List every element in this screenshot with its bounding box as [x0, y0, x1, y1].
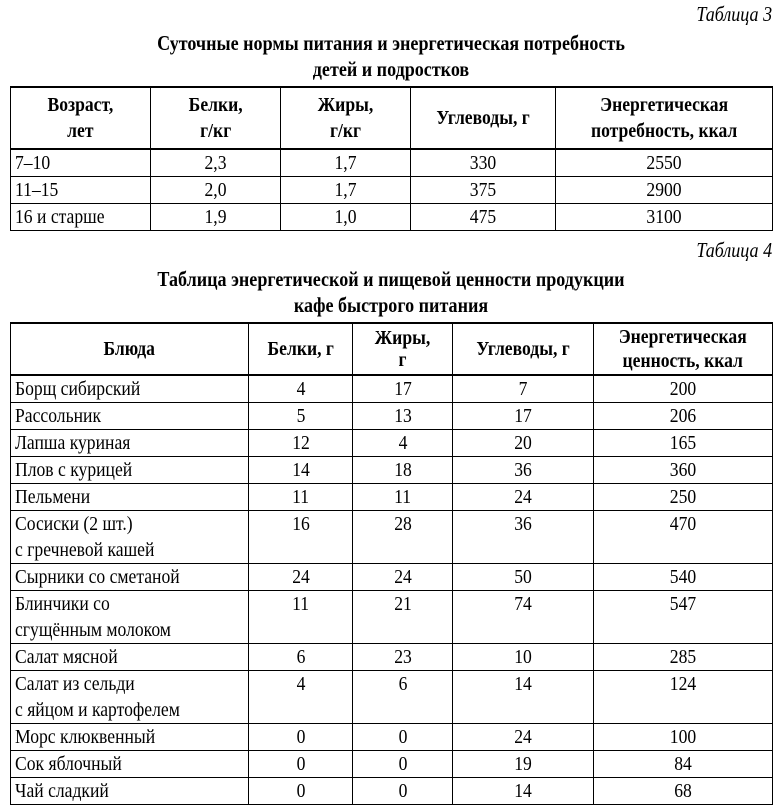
value-cell: 0 — [249, 724, 353, 751]
value-cell: 11 — [249, 484, 353, 511]
value-cell: 360 — [594, 457, 773, 484]
age-group-cell: 16 и старше — [11, 204, 151, 231]
table3-header-fat: Жиры, г/кг — [281, 87, 411, 149]
value-cell: 250 — [594, 484, 773, 511]
value-cell: 68 — [594, 778, 773, 805]
value-cell: 36 — [453, 457, 594, 484]
dish-name-cell: Блинчики со сгущённым молоком — [11, 591, 249, 644]
table-row — [11, 403, 773, 430]
value-cell: 24 — [453, 724, 594, 751]
value-cell: 24 — [353, 564, 453, 591]
value-cell: 470 — [594, 511, 773, 564]
value-cell: 2550 — [556, 149, 773, 177]
dish-name-cell: Рассольник — [11, 403, 249, 430]
table-row — [11, 644, 773, 671]
table-row — [11, 778, 773, 805]
dish-name-cell: Морс клюквенный — [11, 724, 249, 751]
dish-name-cell: Сок яблочный — [11, 751, 249, 778]
value-cell: 475 — [411, 204, 556, 231]
table4-title-line2: кафе быстрого питания — [293, 293, 489, 317]
table-row — [11, 511, 773, 564]
dish-name-cell: Салат мясной — [11, 644, 249, 671]
table4-header-fat: Жиры, г — [353, 323, 453, 375]
value-cell: 19 — [453, 751, 594, 778]
dish-name-cell: Лапша куриная — [11, 430, 249, 457]
value-cell: 3100 — [556, 204, 773, 231]
table-row — [11, 564, 773, 591]
value-cell: 4 — [249, 375, 353, 403]
table3-title-line1: Суточные нормы питания и энергетическая потребность — [157, 31, 625, 55]
value-cell: 0 — [353, 751, 453, 778]
value-cell: 17 — [453, 403, 594, 430]
value-cell: 0 — [249, 778, 353, 805]
value-cell: 375 — [411, 177, 556, 204]
value-cell: 4 — [353, 430, 453, 457]
value-cell: 0 — [353, 724, 453, 751]
value-cell: 16 — [249, 511, 353, 564]
value-cell: 28 — [353, 511, 453, 564]
table4-header-protein: Белки, г — [249, 323, 353, 375]
value-cell: 24 — [453, 484, 594, 511]
table4-caption: Таблица 4 — [696, 238, 772, 262]
value-cell: 285 — [594, 644, 773, 671]
value-cell: 200 — [594, 375, 773, 403]
dish-name-cell: Пельмени — [11, 484, 249, 511]
age-group-cell: 7–10 — [11, 149, 151, 177]
table-row — [11, 149, 773, 177]
value-cell: 20 — [453, 430, 594, 457]
value-cell: 21 — [353, 591, 453, 644]
value-cell: 12 — [249, 430, 353, 457]
table3-header-age: Возраст, лет — [11, 87, 151, 149]
value-cell: 24 — [249, 564, 353, 591]
value-cell: 11 — [353, 484, 453, 511]
value-cell: 74 — [453, 591, 594, 644]
value-cell: 1,7 — [281, 149, 411, 177]
value-cell: 10 — [453, 644, 594, 671]
table4-title-line1: Таблица энергетической и пищевой ценности продукции — [157, 267, 625, 291]
value-cell: 1,9 — [151, 204, 281, 231]
table3-caption: Таблица 3 — [696, 2, 772, 26]
table4-header-energy: Энергетическая ценность, ккал — [594, 323, 773, 375]
table3-header-energy: Энергетическая потребность, ккал — [556, 87, 773, 149]
value-cell: 13 — [353, 403, 453, 430]
table-row — [11, 484, 773, 511]
table-row — [11, 204, 773, 231]
table-row — [11, 671, 773, 724]
table3-header-protein: Белки, г/кг — [151, 87, 281, 149]
value-cell: 2,3 — [151, 149, 281, 177]
value-cell: 23 — [353, 644, 453, 671]
value-cell: 4 — [249, 671, 353, 724]
dish-name-cell: Борщ сибирский — [11, 375, 249, 403]
table3-nutrition-norms — [10, 86, 773, 231]
value-cell: 165 — [594, 430, 773, 457]
value-cell: 124 — [594, 671, 773, 724]
table3-header-carbs: Углеводы, г — [411, 87, 556, 149]
value-cell: 1,0 — [281, 204, 411, 231]
dish-name-cell: Сырники со сметаной — [11, 564, 249, 591]
table-row — [11, 724, 773, 751]
value-cell: 36 — [453, 511, 594, 564]
table-row — [11, 751, 773, 778]
table4-cafe-menu-nutrition — [10, 322, 773, 805]
value-cell: 14 — [453, 778, 594, 805]
table-row — [11, 457, 773, 484]
value-cell: 11 — [249, 591, 353, 644]
dish-name-cell: Плов с курицей — [11, 457, 249, 484]
value-cell: 5 — [249, 403, 353, 430]
dish-name-cell: Сосиски (2 шт.) с гречневой кашей — [11, 511, 249, 564]
value-cell: 17 — [353, 375, 453, 403]
table-row — [11, 430, 773, 457]
value-cell: 6 — [249, 644, 353, 671]
dish-name-cell: Салат из сельди с яйцом и картофелем — [11, 671, 249, 724]
value-cell: 100 — [594, 724, 773, 751]
value-cell: 2900 — [556, 177, 773, 204]
table4-header-dish: Блюда — [11, 323, 249, 375]
table-row — [11, 177, 773, 204]
value-cell: 547 — [594, 591, 773, 644]
table4-header-carbs: Углеводы, г — [453, 323, 594, 375]
dish-name-cell: Чай сладкий — [11, 778, 249, 805]
value-cell: 1,7 — [281, 177, 411, 204]
value-cell: 0 — [249, 751, 353, 778]
table-row — [11, 591, 773, 644]
value-cell: 2,0 — [151, 177, 281, 204]
table3-title-line2: детей и подростков — [312, 57, 470, 81]
value-cell: 14 — [453, 671, 594, 724]
value-cell: 14 — [249, 457, 353, 484]
value-cell: 84 — [594, 751, 773, 778]
age-group-cell: 11–15 — [11, 177, 151, 204]
value-cell: 18 — [353, 457, 453, 484]
value-cell: 0 — [353, 778, 453, 805]
value-cell: 330 — [411, 149, 556, 177]
table4-header-row — [11, 323, 773, 375]
value-cell: 7 — [453, 375, 594, 403]
value-cell: 540 — [594, 564, 773, 591]
value-cell: 50 — [453, 564, 594, 591]
table3-header-row — [11, 87, 773, 149]
table-row — [11, 375, 773, 403]
value-cell: 206 — [594, 403, 773, 430]
value-cell: 6 — [353, 671, 453, 724]
